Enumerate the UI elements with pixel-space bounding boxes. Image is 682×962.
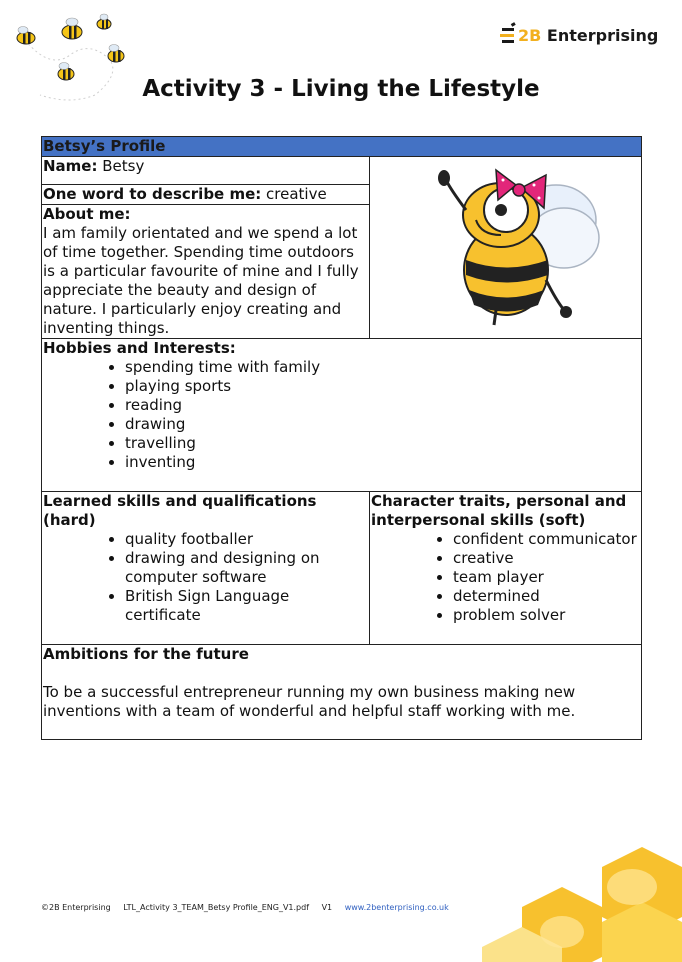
list-item: • drawing and designing on computer software [125,549,369,587]
hard-skills-cell [42,492,370,645]
logo-mark-icon [500,22,518,48]
bee-icon [97,14,111,29]
list-item: • problem solver [453,606,641,625]
logo-number: 2B [518,25,542,45]
name-value: Betsy [102,157,145,175]
profile-header: Betsy’s Profile [42,137,642,157]
list-item: • inventing [125,453,641,472]
footer-url[interactable]: www.2benterprising.co.uk [344,903,449,912]
footer-copyright: ©2B Enterprising [41,903,111,912]
hard-skills-list [43,530,369,625]
about-text: I am family orientated and we spend a lot of time together. Spending time outdoors is a particular favourite of mine and I fully appreciate the beauty and design of nature. I particularly enjoy creating and inventing things. [43,224,359,337]
bee-icon [62,18,82,39]
illustration-cell [370,157,642,339]
footer-filename: LTL_Activity 3_TEAM_Betsy Profile_ENG_V1.pdf [123,903,310,912]
name-cell [42,157,370,185]
list-item: • quality footballer [125,530,369,549]
hobbies-list [43,358,641,472]
soft-skills-label: Character traits, personal and interpersonal skills (soft) [371,492,627,529]
word-label: One word to describe me: [43,185,262,203]
soft-skills-cell [370,492,642,645]
about-label: About me: [43,205,131,223]
page-title: Activity 3 - Living the Lifestyle [142,76,540,102]
about-cell [42,205,370,339]
profile-table [41,136,642,740]
list-item: • team player [453,568,641,587]
footer-version: V1 [321,903,333,912]
list-item: • playing sports [125,377,641,396]
name-label: Name: [43,157,98,175]
logo-name: Enterprising [546,25,659,45]
list-item: • British Sign Language certificate [125,587,369,625]
list-item: • spending time with family [125,358,641,377]
soft-skills-list [371,530,641,625]
ambitions-text: To be a successful entrepreneur running my own business making new inventions with a team of wonderful and helpful staff working with me. [43,683,576,720]
ambitions-label: Ambitions for the future [43,645,249,663]
list-item: • travelling [125,434,641,453]
betsy-bee-illustration [406,160,606,330]
ambitions-cell [42,645,642,740]
list-item: • confident communicator [453,530,641,549]
word-value: creative [266,185,327,203]
bee-icon [108,45,124,63]
list-item: • reading [125,396,641,415]
brand-logo [500,20,658,50]
honeycomb-decoration [482,847,682,962]
list-item: • determined [453,587,641,606]
hobbies-cell [42,339,642,492]
list-item: • creative [453,549,641,568]
bee-icon [17,27,35,45]
hard-skills-label: Learned skills and qualifications (hard) [43,492,317,529]
hobbies-label: Hobbies and Interests: [43,339,236,357]
list-item: • drawing [125,415,641,434]
page-footer [41,903,459,912]
word-cell [42,185,370,205]
